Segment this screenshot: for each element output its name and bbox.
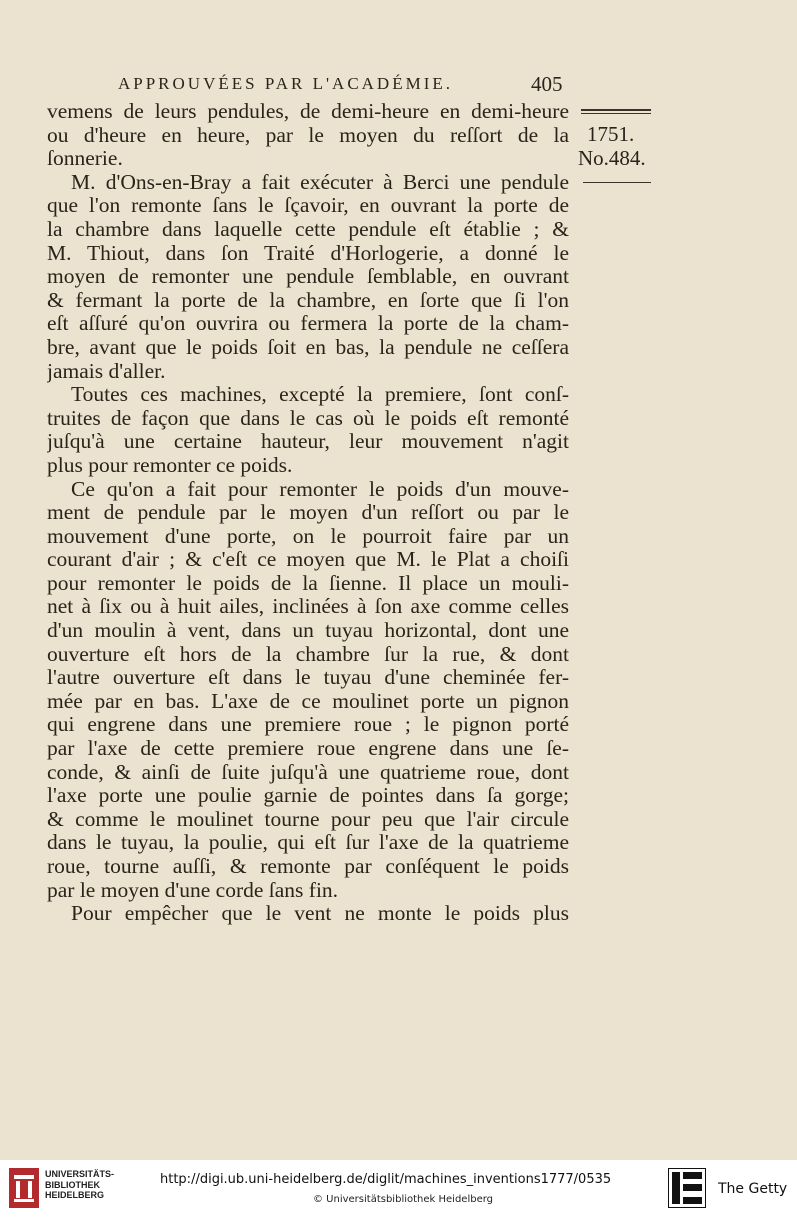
margin-year: 1751. <box>587 122 635 146</box>
text-line: Toutes ces machines, excepté la premiere, ſont conſ- <box>71 383 569 407</box>
text-line: conde, & ainſi de ſuite juſqu'à une quatrieme roue, dont <box>47 760 569 784</box>
university-library-logo-icon <box>9 1168 39 1208</box>
text-line: Ce qu'on a fait pour remonter le poids d'un mouve- <box>71 477 569 501</box>
text-line: ſonnerie. <box>47 147 123 171</box>
text-line: qui engrene dans une premiere roue ; le pignon porté <box>47 713 569 737</box>
library-name-line: HEIDELBERG <box>45 1190 105 1200</box>
text-line: mée par en bas. L'axe de ce moulinet porte un pignon <box>47 689 569 713</box>
viewer-footer <box>0 1160 797 1217</box>
library-name <box>45 1169 114 1201</box>
margin-entry-number: No.484. <box>578 146 646 170</box>
text-line: l'autre ouverture eſt dans le tuyau d'une cheminée fer- <box>47 666 569 690</box>
running-head: APPROUVÉES PAR L'ACADÉMIE. <box>118 74 454 93</box>
text-line: ou d'heure en heure, par le moyen du reſſort de la <box>47 123 569 147</box>
text-line: par le moyen d'une corde ſans fin. <box>47 878 339 902</box>
text-line: roue, tourne auſſi, & remonte par conſéquent le poids <box>47 855 569 878</box>
text-line: net à ſix ou à huit ailes, inclinées à ſon axe comme celles <box>47 595 569 619</box>
body-text <box>47 100 569 926</box>
library-name-line: BIBLIOTHEK <box>45 1179 100 1190</box>
getty-logo-icon <box>668 1168 706 1208</box>
text-line: courant d'air ; & c'eſt ce moyen que M. le Plat a choiſi <box>47 548 569 572</box>
text-line: l'axe porte une poulie garnie de pointes dans ſa gorge; <box>47 784 569 808</box>
text-line: bre, avant que le poids ſoit en bas, la pendule ne ceſſera <box>47 335 569 359</box>
text-line: Pour empêcher que le vent ne monte le poids plus <box>71 902 569 926</box>
text-line: plus pour remonter ce poids. <box>47 453 293 477</box>
text-line: M. Thiout, dans ſon Traité d'Horlogerie, a donné le <box>47 241 569 265</box>
text-line: ouverture eſt hors de la chambre ſur la rue, & dont <box>47 642 569 666</box>
text-line: & comme le moulinet tourne pour peu que l'air circule <box>47 807 569 831</box>
text-line: jamais d'aller. <box>47 359 166 383</box>
text-line: juſqu'à une certaine hauteur, leur mouvement n'agit <box>47 430 569 454</box>
library-name-line: UNIVERSITÄTS- <box>45 1169 115 1179</box>
text-line: moyen de remonter une pendule ſemblable, en ouvrant <box>47 265 569 289</box>
text-line: ment de pendule par le moyen d'un reſſort ou par le <box>47 501 569 525</box>
text-line: d'un moulin à vent, dans un tuyau horizontal, dont une <box>47 619 569 643</box>
text-line: pour remonter le poids de la ſienne. Il place un mouli- <box>47 571 569 595</box>
text-line: & fermant la porte de la chambre, en ſorte que ſi l'on <box>47 288 569 312</box>
margin-double-rule <box>581 109 651 114</box>
text-line: par l'axe de cette premiere roue engrene dans une ſe- <box>47 737 569 761</box>
text-line: truites de façon que dans le cas où le poids eſt remonté <box>47 406 569 430</box>
text-line: M. d'Ons-en-Bray a fait exécuter à Berci une pendule <box>71 170 569 194</box>
text-line: que l'on remonte ſans le ſçavoir, en ouvrant la porte de <box>47 194 569 218</box>
page-number: 405 <box>531 72 563 96</box>
text-line: mouvement d'une porte, on le pourroit faire par un <box>47 524 569 548</box>
margin-rule <box>583 182 651 183</box>
partner-name: The Getty <box>718 1181 788 1197</box>
text-line: la chambre dans laquelle cette pendule eſt établie ; & <box>47 217 569 241</box>
permalink-url[interactable]: http://digi.ub.uni-heidelberg.de/diglit/machines_inventions1777/0535 <box>160 1172 612 1187</box>
text-line: dans le tuyau, la poulie, qui eſt ſur l'axe de la quatrieme <box>47 831 569 855</box>
copyright-notice: © Universitätsbibliothek Heidelberg <box>313 1194 494 1205</box>
text-line: eſt aſſuré qu'on ouvrira ou fermera la porte de la cham- <box>47 312 569 336</box>
text-line: vemens de leurs pendules, de demi-heure en demi-heure <box>47 100 569 123</box>
